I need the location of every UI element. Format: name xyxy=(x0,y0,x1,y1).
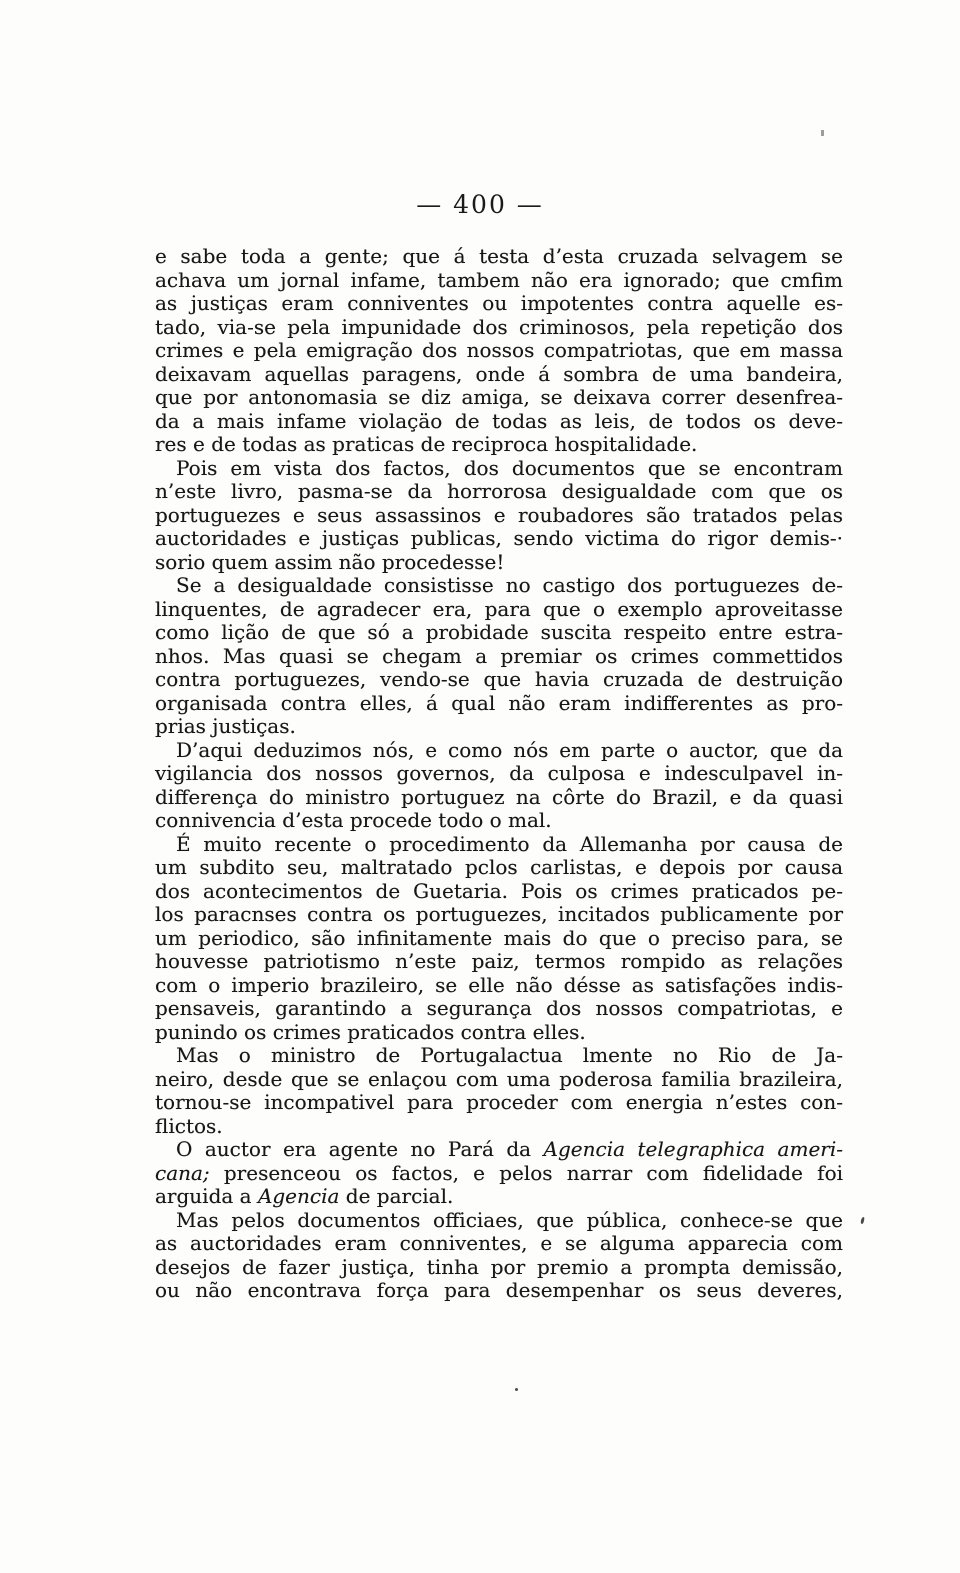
text-segment: pensaveis, garantindo a segurança dos nossos compatriotas, e xyxy=(155,996,843,1020)
text-segment: auctoridades e justiças publicas, sendo victima do rigor demis-· xyxy=(155,526,843,550)
text-line xyxy=(155,715,843,739)
text-segment: n’este livro, pasma-se da horrorosa desigualdade com que os xyxy=(155,479,843,503)
text-segment: punindo os crimes praticados contra elles. xyxy=(155,1019,586,1044)
text-segment: ou não encontrava força para desempenhar os seus deveres, xyxy=(155,1278,843,1302)
text-segment: Mas o ministro de Portugalactua lmente no Rio de Ja- xyxy=(176,1043,843,1067)
paragraph xyxy=(155,833,843,1045)
text-segment: as auctoridades eram conniventes, e se alguma apparecia com xyxy=(155,1231,843,1255)
page-number: — 400 — xyxy=(416,190,544,219)
text-line xyxy=(155,1209,843,1233)
text-line xyxy=(155,1138,843,1162)
text-line xyxy=(155,1068,843,1092)
text-segment: tornou-se incompativel para proceder com energia n’estes con- xyxy=(155,1090,843,1114)
text-segment: desejos de fazer justiça, tinha por premio a prompta demissão, xyxy=(155,1254,843,1279)
text-segment: prias justiças. xyxy=(155,714,296,738)
text-segment: O auctor era agente no Pará da xyxy=(176,1137,544,1161)
text-line xyxy=(155,574,843,598)
text-line xyxy=(155,1232,843,1256)
text-segment: arguida a xyxy=(155,1184,258,1208)
text-line xyxy=(155,504,843,528)
text-segment: res e de todas as praticas de reciproca hospitalidade. xyxy=(155,432,698,456)
text-line xyxy=(155,856,843,880)
text-segment: differença do ministro portuguez na côrte do Brazil, e da quasi xyxy=(155,784,843,809)
text-segment: as justiças eram conniventes ou impotentes contra aquelle es- xyxy=(155,291,843,315)
text-segment: como lição de que só a probidade suscita respeito entre estra- xyxy=(155,620,843,644)
paragraph xyxy=(155,739,843,833)
text-line xyxy=(155,457,843,481)
text-line xyxy=(155,598,843,622)
text-line xyxy=(155,292,843,316)
text-segment: um periodico, são infinitamente mais do que o preciso para, se xyxy=(155,925,843,950)
text-line xyxy=(155,1185,843,1209)
text-segment: D’aqui deduzimos nós, e como nós em parte o auctor, que da xyxy=(176,737,843,762)
text-line xyxy=(155,762,843,786)
text-line xyxy=(155,786,843,810)
text-line xyxy=(155,903,843,927)
scan-artifact xyxy=(860,1217,864,1224)
text-segment: Pois em vista dos factos, dos documentos que se encontram xyxy=(176,455,843,480)
text-segment: que por antonomasia se diz amiga, se deixava correr desenfrea- xyxy=(155,385,843,409)
text-segment: organisada contra elles, á qual não eram indifferentes as pro- xyxy=(155,690,843,715)
text-segment: flictos. xyxy=(155,1113,223,1138)
text-segment: Mas pelos documentos officiaes, que pública, conhece-se que xyxy=(176,1207,843,1232)
text-line xyxy=(155,927,843,951)
text-segment: e sabe toda a gente; que á testa d’esta cruzada selvagem se xyxy=(155,244,843,268)
text-segment: Se a desigualdade consistisse no castigo dos portuguezes de- xyxy=(176,573,843,597)
text-line xyxy=(155,245,843,269)
text-line xyxy=(155,480,843,504)
paragraph xyxy=(155,1138,843,1209)
text-segment: tado, via-se pela impunidade dos criminosos, pela repetição dos xyxy=(155,314,843,339)
text-line xyxy=(155,1279,843,1303)
text-segment: nhos. Mas quasi se chegam a premiar os crimes commettidos xyxy=(155,643,843,668)
text-segment: vigilancia dos nossos governos, da culposa e indesculpavel in- xyxy=(155,761,843,785)
text-line xyxy=(155,950,843,974)
text-line xyxy=(155,527,843,551)
paragraph xyxy=(155,1209,843,1303)
text-segment: houvesse patriotismo n’este paiz, termos rompido as relações xyxy=(155,949,843,973)
text-segment: contra portuguezes, vendo-se que havia cruzada de destruição xyxy=(155,667,843,691)
text-line xyxy=(155,1021,843,1045)
text-segment: crimes e pela emigração dos nossos compatriotas, que em massa xyxy=(155,338,843,362)
text-line xyxy=(155,997,843,1021)
text-segment: linquentes, de agradecer era, para que o exemplo aproveitasse xyxy=(155,596,843,621)
paragraph xyxy=(155,245,843,457)
text-line xyxy=(155,363,843,387)
text-segment: deixavam aquellas paragens, onde á sombra de uma bandeira, xyxy=(155,361,843,386)
text-line xyxy=(155,316,843,340)
text-segment: achava um jornal infame, tambem não era ignorado; que cmfim xyxy=(155,267,843,292)
text-line xyxy=(155,1256,843,1280)
text-line xyxy=(155,410,843,434)
text-line xyxy=(155,974,843,998)
text-segment: portuguezes e seus assassinos e roubadores são tratados pelas xyxy=(155,502,843,527)
text-line xyxy=(155,339,843,363)
scan-artifact xyxy=(515,1388,518,1391)
text-line xyxy=(155,621,843,645)
text-line xyxy=(155,1091,843,1115)
text-line xyxy=(155,1162,843,1186)
text-line xyxy=(155,269,843,293)
text-line xyxy=(155,386,843,410)
text-block xyxy=(155,245,843,1303)
text-segment: com o imperio brazileiro, se elle não désse as satisfações indis- xyxy=(155,972,843,997)
text-segment: los paracnses contra os portuguezes, incitados publicamente por xyxy=(155,902,843,926)
text-segment: connivencia d’esta procede todo o mal. xyxy=(155,808,552,832)
paragraph xyxy=(155,1044,843,1138)
italic-text-segment: Agencia xyxy=(257,1184,340,1208)
text-line xyxy=(155,668,843,692)
paragraph xyxy=(155,574,843,739)
text-segment: É muito recente o procedimento da Allemanha por causa de xyxy=(176,831,843,856)
text-line xyxy=(155,645,843,669)
text-segment: presenceou os factos, e pelos narrar com fidelidade foi xyxy=(209,1160,843,1185)
italic-text-segment: Agencia telegraphica ameri- xyxy=(543,1137,843,1161)
text-line xyxy=(155,880,843,904)
text-segment: da a mais infame violaçäo de todas as leis, de todos os deve- xyxy=(155,408,843,433)
text-line xyxy=(155,809,843,833)
text-line xyxy=(155,1115,843,1139)
scan-artifact xyxy=(821,130,824,136)
paragraph xyxy=(155,457,843,575)
text-line xyxy=(155,551,843,575)
text-segment: um subdito seu, maltratado pclos carlistas, e depois por causa xyxy=(155,855,843,879)
text-segment: neiro, desde que se enlaçou com uma poderosa familia brazileira, xyxy=(155,1066,843,1091)
text-segment: dos acontecimentos de Guetaria. Pois os crimes praticados pe- xyxy=(155,878,843,903)
text-segment: de parcial. xyxy=(339,1184,454,1208)
text-segment: sorio quem assim não procedesse! xyxy=(155,549,505,574)
text-line xyxy=(155,1044,843,1068)
text-line xyxy=(155,739,843,763)
text-line xyxy=(155,833,843,857)
text-line xyxy=(155,692,843,716)
text-line xyxy=(155,433,843,457)
italic-text-segment: cana; xyxy=(155,1160,210,1185)
